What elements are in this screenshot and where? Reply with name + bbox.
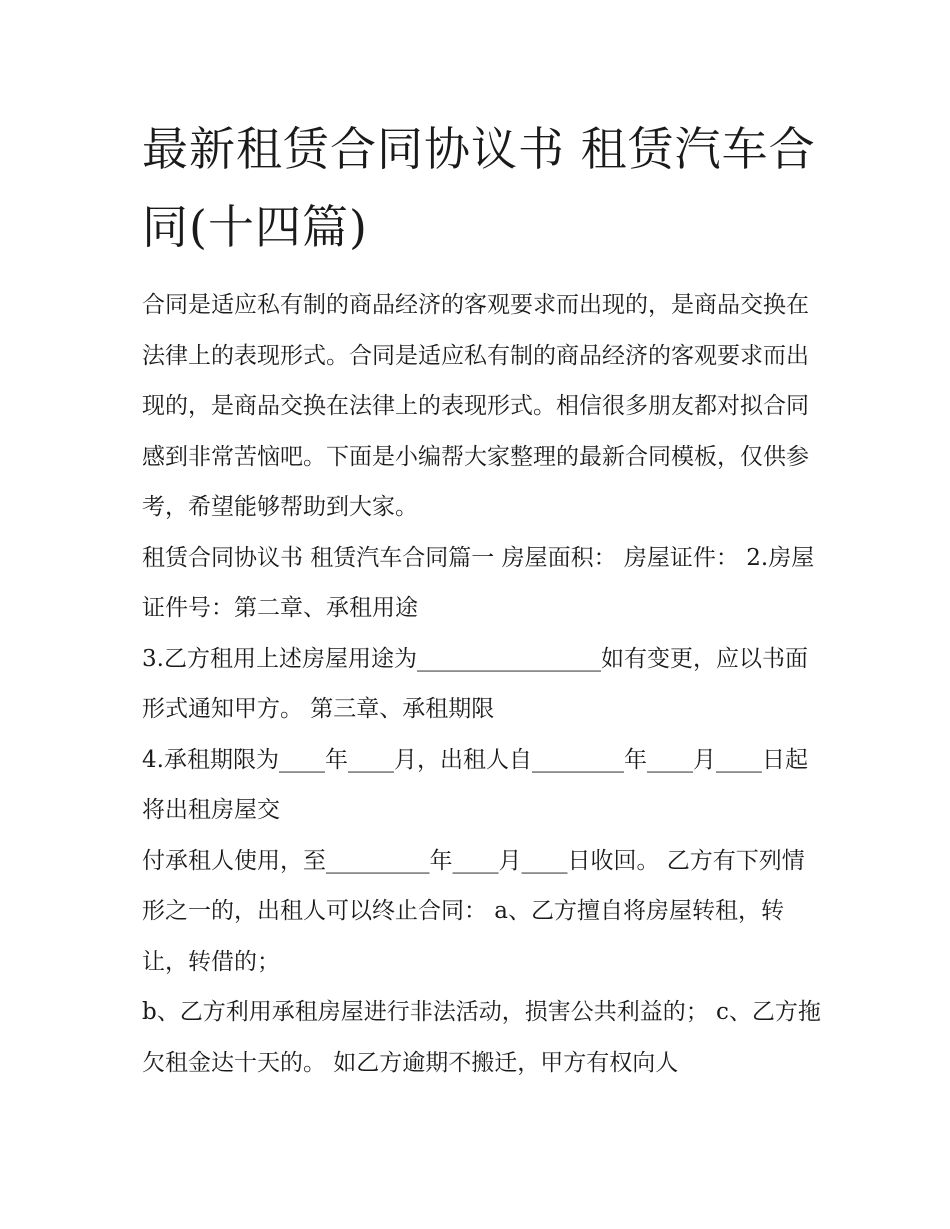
violation-paragraph: b、乙方利用承租房屋进行非法活动，损害公共利益的； c、乙方拖欠租金达十天的。 如乙方逾期不搬迁，甲方有权向人 — [142, 999, 821, 1076]
section-one-paragraph: 租赁合同协议书 租赁汽车合同篇一 房屋面积： 房屋证件： 2.房屋证件号：第二章、承租用途 — [142, 544, 815, 621]
document-page — [142, 110, 822, 1088]
document-title: 最新租赁合同协议书 租赁汽车合同(十四篇) — [142, 122, 816, 254]
term-paragraph: 4.承租期限为____年____月，出租人自________年____月____日起将出租房屋交 — [142, 746, 808, 823]
usage-paragraph: 3.乙方租用上述房屋用途为________________如有变更，应以书面形式通知甲方。 第三章、承租期限 — [142, 645, 808, 722]
intro-paragraph: 合同是适应私有制的商品经济的客观要求而出现的，是商品交换在法律上的表现形式。合同是适应私有制的商品经济的客观要求而出现的，是商品交换在法律上的表现形式。相信很多朋友都对拟合同感到非常苦恼吧。下面是小编帮大家整理的最新合同模板，仅供参考，希望能够帮助到大家。 — [142, 292, 809, 520]
termination-paragraph: 付承租人使用，至_________年____月____日收回。 乙方有下列情形之一的，出租人可以终止合同： a、乙方擅自将房屋转租，转让，转借的； — [142, 847, 805, 975]
